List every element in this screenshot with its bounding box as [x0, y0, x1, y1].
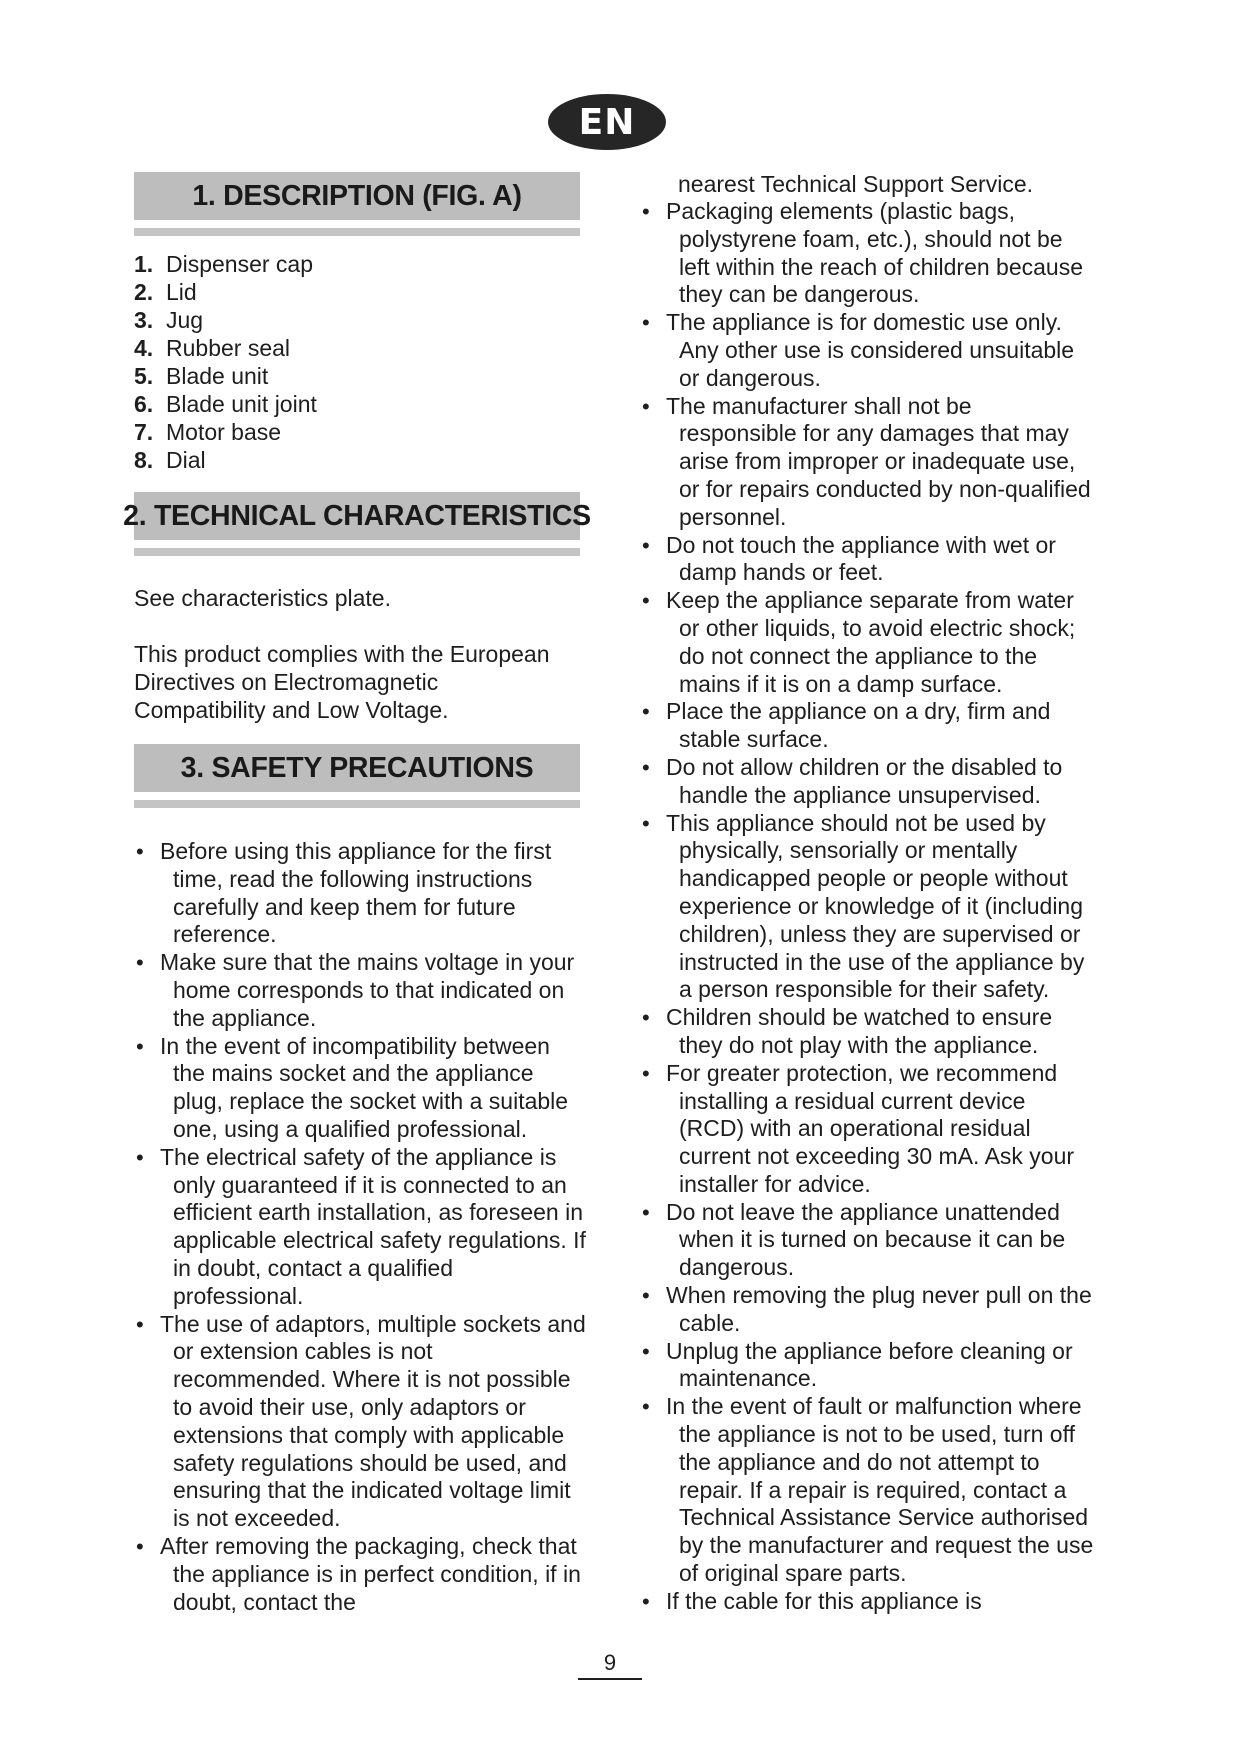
list-item: • The manufacturer shall not be responsible for any damages that may arise from improper or inadequate use, or for repairs conducted by non-qualified personnel.: [640, 393, 1094, 532]
list-item: • This appliance should not be used by physically, sensorially or mentally handicapped people or people without experience or knowledge of it (including children), unless they are supervised or instructed in the use of the appliance by a person responsible for their safety.: [640, 810, 1094, 1005]
list-item: • The use of adaptors, multiple sockets and or extension cables is not recommended. Where it is not possible to avoid their use, only adaptors or extensions that comply with applicable safety regulations should be used, and ensuring that the indicated voltage limit is not exceeded.: [134, 1311, 586, 1533]
list-item: • The appliance is for domestic use only. Any other use is considered unsuitable or dangerous.: [640, 309, 1094, 392]
list-item: • Packaging elements (plastic bags, polystyrene foam, etc.), should not be left within the reach of children because they can be dangerous.: [640, 198, 1094, 309]
list-item: [134, 250, 317, 278]
section-title-safety: 3. SAFETY PRECAUTIONS: [134, 744, 580, 792]
item-label: Dial: [166, 447, 206, 473]
page-number-underline: [578, 1678, 642, 1680]
section-divider: [134, 548, 580, 556]
section-title-description: 1. DESCRIPTION (FIG. A): [134, 172, 580, 220]
item-label: Blade unit joint: [166, 391, 317, 417]
list-item: [134, 362, 317, 390]
item-number: 4.: [134, 335, 154, 361]
list-item: • Make sure that the mains voltage in your home corresponds to that indicated on the appliance.: [134, 949, 586, 1032]
list-item: [134, 278, 317, 306]
list-item: • Do not allow children or the disabled to handle the appliance unsupervised.: [640, 754, 1094, 810]
continued-text: nearest Technical Support Service.: [678, 171, 1033, 197]
item-number: 2.: [134, 279, 154, 305]
item-label: Jug: [166, 307, 204, 333]
parts-list: [134, 250, 317, 474]
list-item: • For greater protection, we recommend installing a residual current device (RCD) with an operational residual current not exceeding 30 mA. Ask your installer for advice.: [640, 1060, 1094, 1199]
paragraph-characteristics: See characteristics plate.: [134, 585, 391, 611]
list-item: • In the event of incompatibility between the mains socket and the appliance plug, replace the socket with a suitable one, using a qualified professional.: [134, 1033, 586, 1144]
item-number: 5.: [134, 363, 154, 389]
section-title-technical: 2. TECHNICAL CHARACTERISTICS: [134, 492, 580, 540]
paragraph-compliance: This product complies with the European Directives on Electromagnetic Compatibility and Low Voltage.: [134, 641, 550, 723]
list-item: • Children should be watched to ensure they do not play with the appliance.: [640, 1004, 1094, 1060]
item-label: Rubber seal: [166, 335, 291, 361]
item-number: 8.: [134, 447, 154, 473]
item-label: Lid: [166, 279, 197, 305]
page-number: 9: [603, 1650, 617, 1675]
item-number: 7.: [134, 419, 154, 445]
list-item: • Keep the appliance separate from water or other liquids, to avoid electric shock; do not connect the appliance to the mains if it is on a damp surface.: [640, 587, 1094, 698]
language-badge: EN: [548, 94, 666, 150]
list-item: • After removing the packaging, check that the appliance is in perfect condition, if in doubt, contact the: [134, 1533, 586, 1616]
section-divider: [134, 228, 580, 236]
list-item: • Do not touch the appliance with wet or damp hands or feet.: [640, 532, 1094, 588]
item-label: Dispenser cap: [166, 251, 314, 277]
list-item: • If the cable for this appliance is: [640, 1588, 1094, 1616]
list-item: • When removing the plug never pull on the cable.: [640, 1282, 1094, 1338]
list-item: [134, 334, 317, 362]
safety-list-left: [134, 838, 586, 1616]
safety-list-right: [640, 198, 1094, 1616]
item-label: Blade unit: [166, 363, 269, 389]
list-item: [134, 390, 317, 418]
list-item: • The electrical safety of the appliance is only guaranteed if it is connected to an efficient earth installation, as foreseen in applicable electrical safety regulations. If in doubt, contact a qualified professional.: [134, 1144, 586, 1311]
section-divider: [134, 800, 580, 808]
list-item: [134, 306, 317, 334]
list-item: • Unplug the appliance before cleaning or maintenance.: [640, 1338, 1094, 1394]
item-number: 3.: [134, 307, 154, 333]
list-item: • Place the appliance on a dry, firm and stable surface.: [640, 698, 1094, 754]
list-item: [134, 418, 317, 446]
item-label: Motor base: [166, 419, 282, 445]
item-number: 1.: [134, 251, 154, 277]
list-item: • Before using this appliance for the first time, read the following instructions carefully and keep them for future reference.: [134, 838, 586, 949]
list-item: [134, 446, 317, 474]
item-number: 6.: [134, 391, 154, 417]
list-item: • Do not leave the appliance unattended when it is turned on because it can be dangerous.: [640, 1199, 1094, 1282]
list-item: • In the event of fault or malfunction where the appliance is not to be used, turn off the appliance and do not attempt to repair. If a repair is required, contact a Technical Assistance Service authorised by the manufacturer and request the use of original spare parts.: [640, 1393, 1094, 1588]
